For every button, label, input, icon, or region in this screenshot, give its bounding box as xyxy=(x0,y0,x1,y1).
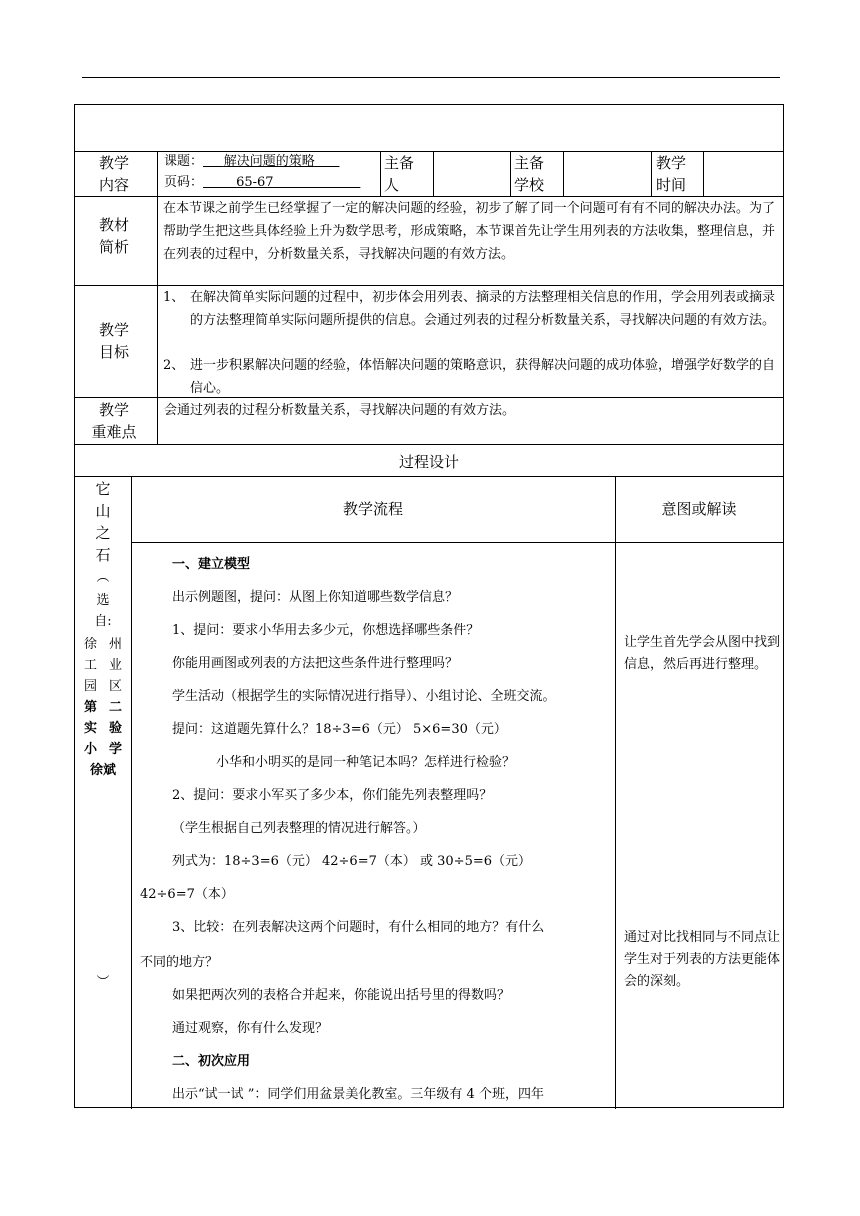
side-paren-close: ︶ xyxy=(96,975,110,990)
process-line: 小华和小明买的是同一种笔记本吗？怎样进行检验？ xyxy=(216,755,516,770)
content-label: 教学 内容 xyxy=(98,154,129,194)
process-line: 如果把两次列的表格合并起来，你能说出括号里的得数吗？ xyxy=(172,988,511,1003)
goal-2-text: 进一步积累解决问题的经验，体悟解决问题的策略意识，获得解决问题的成功体验，增强学好数学的自信心。 xyxy=(190,358,776,396)
process-line: 通过观察，你有什么发现？ xyxy=(172,1021,329,1036)
process-line: 42÷6=7（本） xyxy=(140,887,234,902)
side-author-info: 徐 州 工 业 园 区 第 二 实 验 小 学 徐斌 xyxy=(84,637,122,778)
pages-value: 65-67 xyxy=(236,175,274,190)
intent-note-1: 让学生首先学会从图中找到信息，然后再进行整理。 xyxy=(624,635,781,672)
goals-label: 教学 目标 xyxy=(98,321,129,361)
time-label: 教学 时间 xyxy=(656,154,687,194)
process-line: 提问：这道题先算什么？18÷3=6（元） 5×6=30（元） xyxy=(172,722,507,737)
lesson-title: 解决问题的策略 xyxy=(223,154,315,169)
process-line: 2、提问：要求小军买了多少本，你们能先列表整理吗？ xyxy=(172,788,493,803)
process-line: 一、建立模型 xyxy=(172,557,251,572)
key-points-text: 会通过列表的过程分析数量关系，寻找解决问题的有效方法。 xyxy=(164,403,516,418)
lead-prep-label: 主备 人 xyxy=(384,154,415,194)
process-line: 二、初次应用 xyxy=(172,1054,251,1069)
process-line: 出示例题图，提问：从图上你知道哪些数学信息？ xyxy=(172,590,459,605)
section-title: 过程设计 xyxy=(398,453,459,471)
process-line: 1、提问：要求小华用去多少元，你想选择哪些条件？ xyxy=(172,623,480,638)
intent-note-2: 通过对比找相同与不同点让学生对于列表的方法更能体会的深刻。 xyxy=(624,930,781,989)
process-line: 学生活动（根据学生的实际情况进行指导）、小组讨论、全班交流。 xyxy=(172,689,556,704)
key-points-label: 教学 重难点 xyxy=(91,401,137,441)
side-source: 选 自: xyxy=(94,593,112,629)
header-rule xyxy=(82,77,780,78)
lesson-title-line: 课题： 解决问题的策略 xyxy=(164,154,315,169)
col-flow-header: 教学流程 xyxy=(342,500,403,518)
process-line: （学生根据自己列表整理的情况进行解答。） xyxy=(172,821,426,836)
process-line: 3、比较：在列表解决这两个问题时，有什么相同的地方？有什么 xyxy=(172,920,545,935)
analysis-text: 在本节课之前学生已经掌握了一定的解决问题的经验，初步了解了同一个问题可有有不同的解决办法。为了帮助学生把这些具体经验上升为数学思考，形成策略，本节课首先让学生用列表的方法收集，整理信息，并在列表的过程中，分析数量关系，寻找解决问题的有效方法。 xyxy=(163,201,775,262)
pages-line: 页码： 65-67 xyxy=(164,175,274,190)
goal-2-num: 2、 xyxy=(163,358,185,373)
process-line: 列式为：18÷3=6（元） 42÷6=7（本） 或 30÷5=6（元） xyxy=(172,854,532,869)
side-paren-open: ︵ xyxy=(96,570,110,585)
lead-school-label: 主备 学校 xyxy=(514,154,545,194)
process-line: 出示“试一试 ”：同学们用盆景美化教室。三年级有 4 个班，四年 xyxy=(172,1087,544,1102)
side-title: 它 山 之 石 xyxy=(95,480,111,564)
col-intent-header: 意图或解读 xyxy=(661,500,737,518)
goal-1-num: 1、 xyxy=(163,290,185,305)
analysis-label: 教材 简析 xyxy=(98,216,129,256)
process-line: 你能用画图或列表的方法把这些条件进行整理吗？ xyxy=(172,656,459,671)
process-line: 不同的地方？ xyxy=(140,955,219,970)
goal-1-text: 在解决简单实际问题的过程中，初步体会用列表、摘录的方法整理相关信息的作用，学会用列表或摘录的方法整理简单实际问题所提供的信息。会通过列表的过程分析数量关系，寻找解决问题的有效方法。 xyxy=(190,290,776,328)
